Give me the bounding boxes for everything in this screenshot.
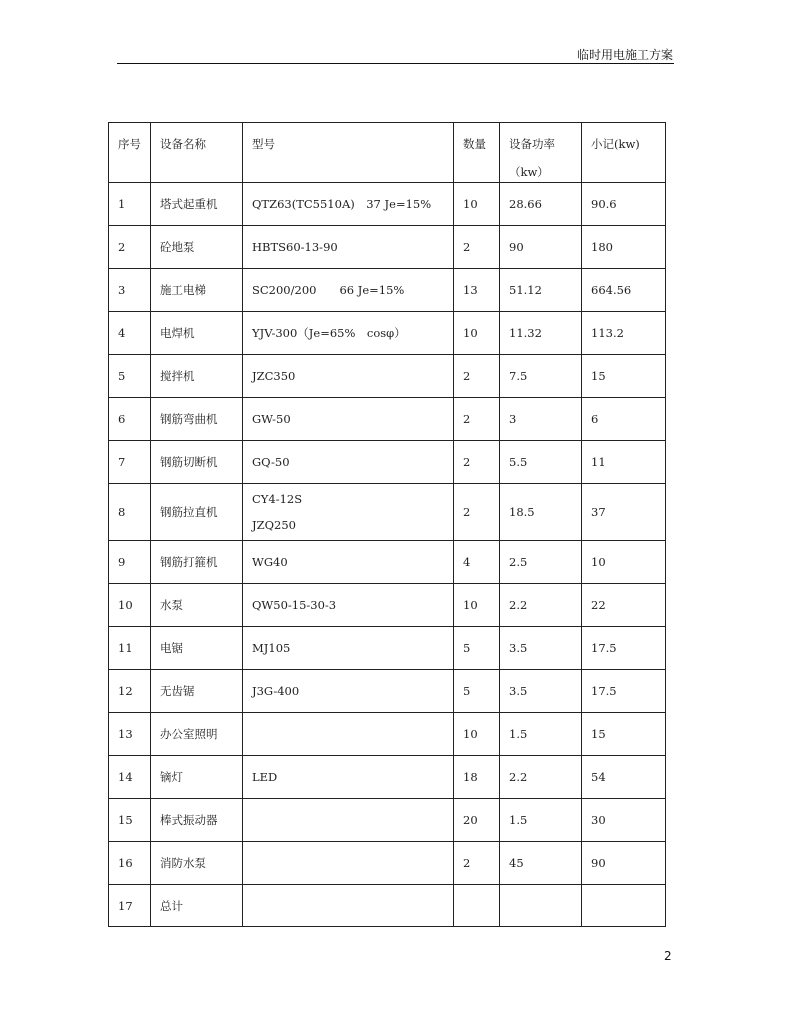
quantity: 5 (454, 670, 500, 713)
model: JZC350 (243, 355, 454, 398)
device-name: 钢筋拉直机 (151, 484, 243, 541)
subtotal: 17.5 (582, 627, 666, 670)
row-index: 1 (109, 183, 151, 226)
table-row (109, 398, 666, 441)
device-power: 7.5 (500, 355, 582, 398)
device-name: 消防水泵 (151, 842, 243, 885)
device-power: 18.5 (500, 484, 582, 541)
device-power: 3 (500, 398, 582, 441)
header-device-name: 设备名称 (151, 123, 243, 183)
subtotal: 15 (582, 713, 666, 756)
subtotal: 30 (582, 799, 666, 842)
document-header-title: 临时用电施工方案 (576, 48, 673, 62)
quantity: 2 (454, 484, 500, 541)
table-row (109, 484, 666, 541)
subtotal: 180 (582, 226, 666, 269)
device-name: 办公室照明 (151, 713, 243, 756)
row-index: 5 (109, 355, 151, 398)
subtotal: 664.56 (582, 269, 666, 312)
device-power: 11.32 (500, 312, 582, 355)
page-number: 2 (664, 949, 672, 963)
device-name: 电锯 (151, 627, 243, 670)
device-power: 2.5 (500, 541, 582, 584)
device-name: 钢筋弯曲机 (151, 398, 243, 441)
model: QW50-15-30-3 (243, 584, 454, 627)
header-subtotal: 小记(kw) (582, 123, 666, 183)
table-row (109, 584, 666, 627)
subtotal: 37 (582, 484, 666, 541)
device-name: 搅拌机 (151, 355, 243, 398)
row-index: 8 (109, 484, 151, 541)
row-index: 13 (109, 713, 151, 756)
quantity: 20 (454, 799, 500, 842)
model: J3G-400 (243, 670, 454, 713)
device-name: 钢筋打箍机 (151, 541, 243, 584)
table-row (109, 713, 666, 756)
device-name: 砼地泵 (151, 226, 243, 269)
table-row (109, 670, 666, 713)
table-header-row (109, 123, 666, 183)
subtotal: 15 (582, 355, 666, 398)
quantity: 10 (454, 584, 500, 627)
device-power: 1.5 (500, 799, 582, 842)
table-row (109, 799, 666, 842)
header-quantity: 数量 (454, 123, 500, 183)
model-line2: JZQ250 (252, 518, 296, 532)
row-index: 2 (109, 226, 151, 269)
quantity: 2 (454, 842, 500, 885)
table-row (109, 355, 666, 398)
device-name: 施工电梯 (151, 269, 243, 312)
quantity: 10 (454, 713, 500, 756)
header-divider (117, 63, 674, 64)
model (243, 885, 454, 927)
row-index: 3 (109, 269, 151, 312)
model: GW-50 (243, 398, 454, 441)
device-power: 51.12 (500, 269, 582, 312)
model: LED (243, 756, 454, 799)
row-index: 12 (109, 670, 151, 713)
row-index: 10 (109, 584, 151, 627)
device-name: 钢筋切断机 (151, 441, 243, 484)
device-power: 28.66 (500, 183, 582, 226)
header-power-line1: 设备功率 (509, 137, 555, 151)
subtotal: 90 (582, 842, 666, 885)
model: GQ-50 (243, 441, 454, 484)
row-index: 4 (109, 312, 151, 355)
quantity: 13 (454, 269, 500, 312)
subtotal: 11 (582, 441, 666, 484)
model: YJV-300（Je=65% cosφ） (243, 312, 454, 355)
table-row (109, 885, 666, 927)
quantity: 2 (454, 226, 500, 269)
device-name: 无齿锯 (151, 670, 243, 713)
device-power: 2.2 (500, 756, 582, 799)
quantity: 5 (454, 627, 500, 670)
model (243, 713, 454, 756)
subtotal: 17.5 (582, 670, 666, 713)
device-name: 总计 (151, 885, 243, 927)
table-row (109, 226, 666, 269)
model (243, 484, 454, 541)
subtotal: 90.6 (582, 183, 666, 226)
row-index: 11 (109, 627, 151, 670)
quantity: 10 (454, 312, 500, 355)
header-power-line2: （kw） (509, 165, 549, 179)
model: SC200/200 66 Je=15% (243, 269, 454, 312)
header-model: 型号 (243, 123, 454, 183)
row-index: 14 (109, 756, 151, 799)
device-power: 5.5 (500, 441, 582, 484)
row-index: 17 (109, 885, 151, 927)
equipment-table (108, 122, 666, 927)
quantity: 18 (454, 756, 500, 799)
row-index: 6 (109, 398, 151, 441)
table-row (109, 756, 666, 799)
table-row (109, 541, 666, 584)
row-index: 7 (109, 441, 151, 484)
device-power: 45 (500, 842, 582, 885)
quantity: 4 (454, 541, 500, 584)
model: HBTS60-13-90 (243, 226, 454, 269)
model (243, 799, 454, 842)
subtotal: 6 (582, 398, 666, 441)
table-row (109, 269, 666, 312)
device-name: 水泵 (151, 584, 243, 627)
device-power: 1.5 (500, 713, 582, 756)
row-index: 15 (109, 799, 151, 842)
device-power: 3.5 (500, 627, 582, 670)
table-row (109, 842, 666, 885)
table-row (109, 312, 666, 355)
device-power: 3.5 (500, 670, 582, 713)
quantity: 2 (454, 441, 500, 484)
device-power: 2.2 (500, 584, 582, 627)
quantity (454, 885, 500, 927)
subtotal: 10 (582, 541, 666, 584)
quantity: 2 (454, 398, 500, 441)
header-device-power (500, 123, 582, 183)
row-index: 9 (109, 541, 151, 584)
device-name: 塔式起重机 (151, 183, 243, 226)
model (243, 842, 454, 885)
table-row (109, 441, 666, 484)
subtotal: 54 (582, 756, 666, 799)
model: WG40 (243, 541, 454, 584)
subtotal: 22 (582, 584, 666, 627)
device-name: 电焊机 (151, 312, 243, 355)
row-index: 16 (109, 842, 151, 885)
subtotal: 113.2 (582, 312, 666, 355)
model: MJ105 (243, 627, 454, 670)
table-row (109, 183, 666, 226)
device-name: 棒式振动器 (151, 799, 243, 842)
table-row (109, 627, 666, 670)
model: QTZ63(TC5510A) 37 Je=15% (243, 183, 454, 226)
header-index: 序号 (109, 123, 151, 183)
device-power: 90 (500, 226, 582, 269)
subtotal (582, 885, 666, 927)
quantity: 2 (454, 355, 500, 398)
model-line1: CY4-12S (252, 492, 303, 506)
device-name: 镝灯 (151, 756, 243, 799)
quantity: 10 (454, 183, 500, 226)
device-power (500, 885, 582, 927)
